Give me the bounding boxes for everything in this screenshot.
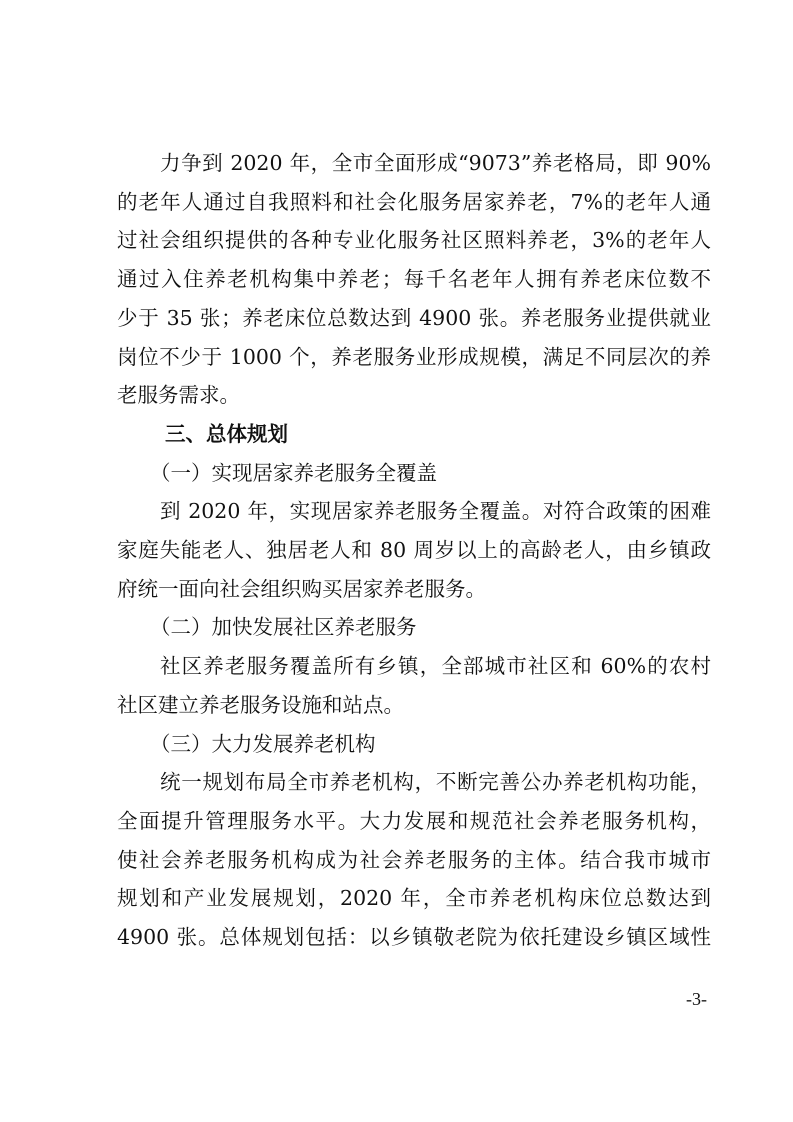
- text-line: 过社会组织提供的各种专业化服务社区照料养老，3%的老年人: [117, 228, 711, 253]
- text-line: 到 2020 年，实现居家养老服务全覆盖。对符合政策的困难: [160, 499, 711, 524]
- text-line: 力争到 2020 年，全市全面形成“9073”养老格局，即 90%: [160, 151, 711, 175]
- text-line: 规划和产业发展规划，2020 年，全市养老机构床位总数达到: [117, 886, 711, 911]
- subsection-heading: （二）加快发展社区养老服务: [150, 615, 417, 640]
- text-line: 的老年人通过自我照料和社会化服务居家养老，7%的老年人通: [117, 189, 711, 214]
- text-line: 通过入住养老机构集中养老；每千名老年人拥有养老床位数不: [117, 267, 711, 292]
- text-line: 少于 35 张；养老床位总数达到 4900 张。养老服务业提供就业: [117, 305, 711, 330]
- text-line: 老服务需求。: [117, 383, 240, 408]
- text-line: 使社会养老服务机构成为社会养老服务的主体。结合我市城市: [117, 847, 711, 872]
- subsection-heading: （三）大力发展养老机构: [150, 731, 376, 756]
- text-line: 岗位不少于 1000 个，养老服务业形成规模，满足不同层次的养: [117, 344, 711, 369]
- text-line: 社区养老服务覆盖所有乡镇，全部城市社区和 60%的农村: [160, 654, 711, 679]
- page-number: -3-: [686, 989, 707, 1009]
- text-line: 家庭失能老人、独居老人和 80 周岁以上的高龄老人，由乡镇政: [117, 538, 711, 562]
- subsection-heading: （一）实现居家养老服务全覆盖: [150, 460, 437, 485]
- text-line: 4900 张。总体规划包括：以乡镇敬老院为依托建设乡镇区域性: [117, 925, 711, 949]
- text-line: 府统一面向社会组织购买居家养老服务。: [117, 576, 486, 601]
- section-heading: 三、总体规划: [165, 421, 288, 446]
- text-line: 统一规划布局全市养老机构，不断完善公办养老机构功能，: [160, 770, 711, 795]
- text-line: 全面提升管理服务水平。大力发展和规范社会养老服务机构，: [117, 808, 711, 833]
- text-line: 社区建立养老服务设施和站点。: [117, 692, 404, 717]
